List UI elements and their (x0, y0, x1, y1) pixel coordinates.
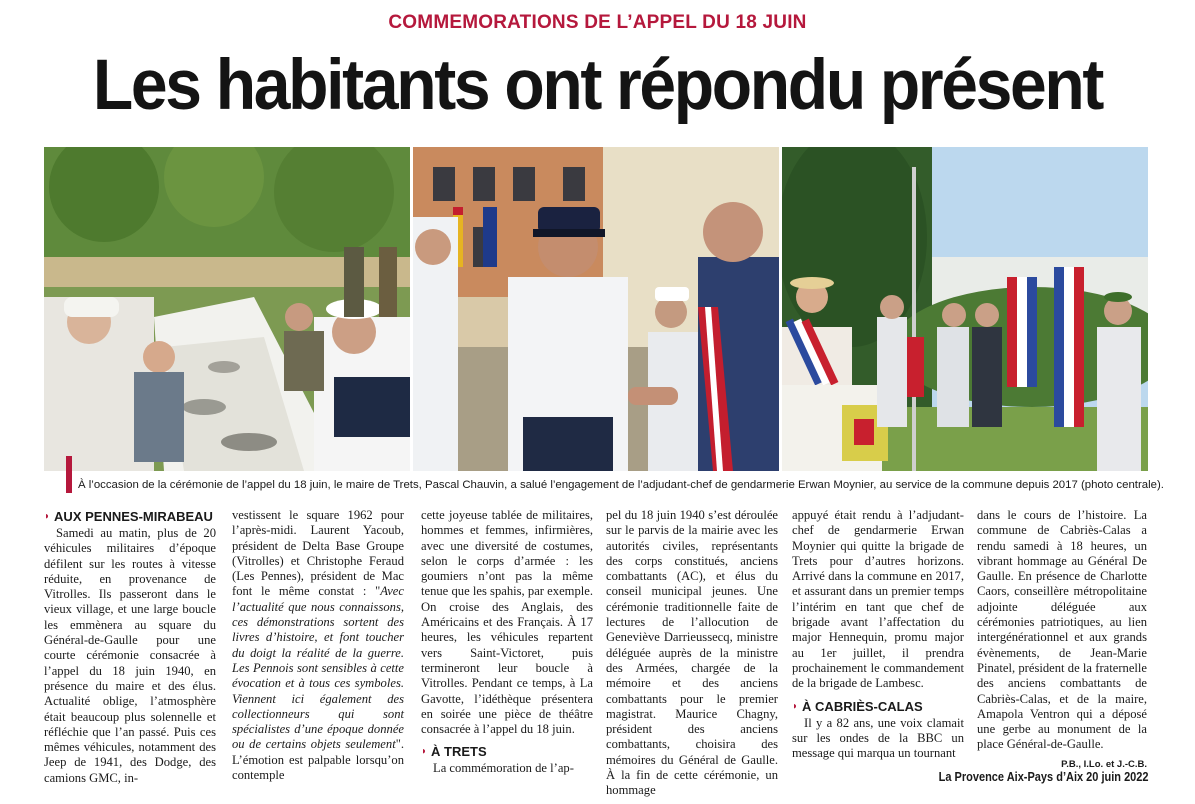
caption-accent-bar (66, 456, 72, 493)
column-text: Il y a 82 ans, une voix clamait sur les ondes de la BBC un message qui marqua un tournant (792, 715, 964, 761)
photo-banquet (44, 147, 410, 471)
column-text: pel du 18 juin 1940 s’est déroulée sur le parvis de la mairie avec les autorités civiles, représentants des corps constitués, anciens combattants (AC), et élus du conseil municipal jeunes. Une cérémonie traditionnelle faite de lectures de l’allocution de Geneviève Darrieussecq, ministre déléguée auprès de la ministre des Armées, chargée de la mémoire et des anciens combattants pour le premier magistrat. Maurice Chagny, président des anciens combattants, choisira des mémoires du Général de Gaulle. À la fin de cette cérémonie, un hommage (606, 508, 778, 798)
photo-handshake (413, 147, 779, 471)
article-column-3 (421, 508, 593, 777)
column-text: dans le cours de l’histoire. La commune de Cabriès-Calas a rendu samedi à 18 heures, un vibrant hommage au Général De Gaulle. En présence de Charlotte Caors, conseillère métropolitaine adjointe déléguée aux cérémonies patriotiques, au lien intergénérationnel et aux grands évènements, de Jean-Marie Pinatel, président de la fraternelle des anciens combattants de Cabriès-Calas, et de la maire, Amapola Ventron qui a déposé une gerbe au monument de la place Général-de-Gaulle. (977, 508, 1147, 752)
section-marker-icon: ◗ (44, 511, 51, 522)
section-heading-trets: ◗ À TRETS (421, 744, 487, 760)
section-marker-icon: ◗ (792, 700, 799, 712)
column-text: Samedi au matin, plus de 20 véhicules militaires d’époque défilent sur les routes à vitesse réduite, en provenance de Vitrolles. Ils passeront dans le vieux village, et une large boucle les emmènera au square du Général-de-Gaulle pour une courte cérémonie consacrée à l’appel du 18 juin 1940, en présence du maire et des élus. Actualité oblige, l’atmosphère était beaucoup plus solennelle et réfléchie que l’an passé. Puis ces mêmes véhicules, notamment des Jeep de 1941, des Dodge, des camions GMC, in- (44, 526, 216, 785)
headline: Les habitants ont répondu présent (92, 46, 1103, 125)
author-credit: P.B., I.Lo. et J.-C.B. (1061, 758, 1147, 770)
article-column-2 (232, 508, 404, 783)
article-column-5 (792, 508, 964, 761)
photo-ceremony-flags (782, 147, 1148, 471)
publication-footer: La Provence Aix-Pays d’Aix 20 juin 2022 (939, 770, 1149, 784)
kicker: COMMEMORATIONS DE L’APPEL DU 18 JUIN (388, 12, 807, 33)
section-heading-pennes: ◗ AUX PENNES-MIRABEAU (44, 509, 213, 524)
article-column-6 (977, 508, 1147, 772)
section-heading-cabries: ◗ À CABRIÈS-CALAS (792, 698, 923, 714)
column-text: appuyé était rendu à l’adjudant-chef de gendarmerie Erwan Moynier qui quitte la brigade de Trets pour d’autres horizons. Arrivé dans la commune en 2017, et assurant dans un premier temps l’intérim en tant que chef de brigade avant l’affectation du major Hennequin, promu major au 1er juillet, il prendra prochainement le commandement de la brigade de Lambesc. (792, 508, 964, 691)
article-column-4 (606, 508, 778, 799)
column-text: vestissent le square 1962 pour l’après-midi. Laurent Yacoub, président de Delta Base Groupe (Vitrolles) et Christophe Feraud (Les Pennes), président de Mac font le même constat : "Avec l’actualité que nous connaissons, ces démonstrations sortent des livres d’histoire, et font toucher du doigt la réalité de la guerre. Les Pennois sont sensibles à cette évocation et à tous ces symboles. Viennent ici également des collectionneurs qui sont spécialistes d’une époque donnée ou de certains objets seulement". L’émotion est palpable lorsqu’on contemple (232, 508, 404, 783)
column-text: cette joyeuse tablée de militaires, hommes et femmes, infirmières, avec une diversité de costumes, selon le corps d’armée : les goumiers n’ont pas la même tenue que les spahis, par exemple. On croise des Anglais, des Américains et des Français. À 17 heures, les véhicules repartent vers Saint-Victoret, puis termineront leur boucle à Vitrolles. Pendant ce temps, à La Gavotte, l’idéthèque présentera en soirée une pièce de théâtre consacrée à l’appel du 18 juin. (421, 508, 593, 737)
section-marker-icon: ◗ (421, 746, 428, 758)
column-text: La commémoration de l’ap- (433, 761, 574, 776)
article-column-1 (44, 508, 216, 786)
photo-caption: À l’occasion de la cérémonie de l’appel du 18 juin, le maire de Trets, Pascal Chauvin, a salué l’engagement de l’adjudant-chef de gendarmerie Erwan Moynier, au service de la commune depuis 2017 (photo centrale). (78, 479, 1164, 491)
